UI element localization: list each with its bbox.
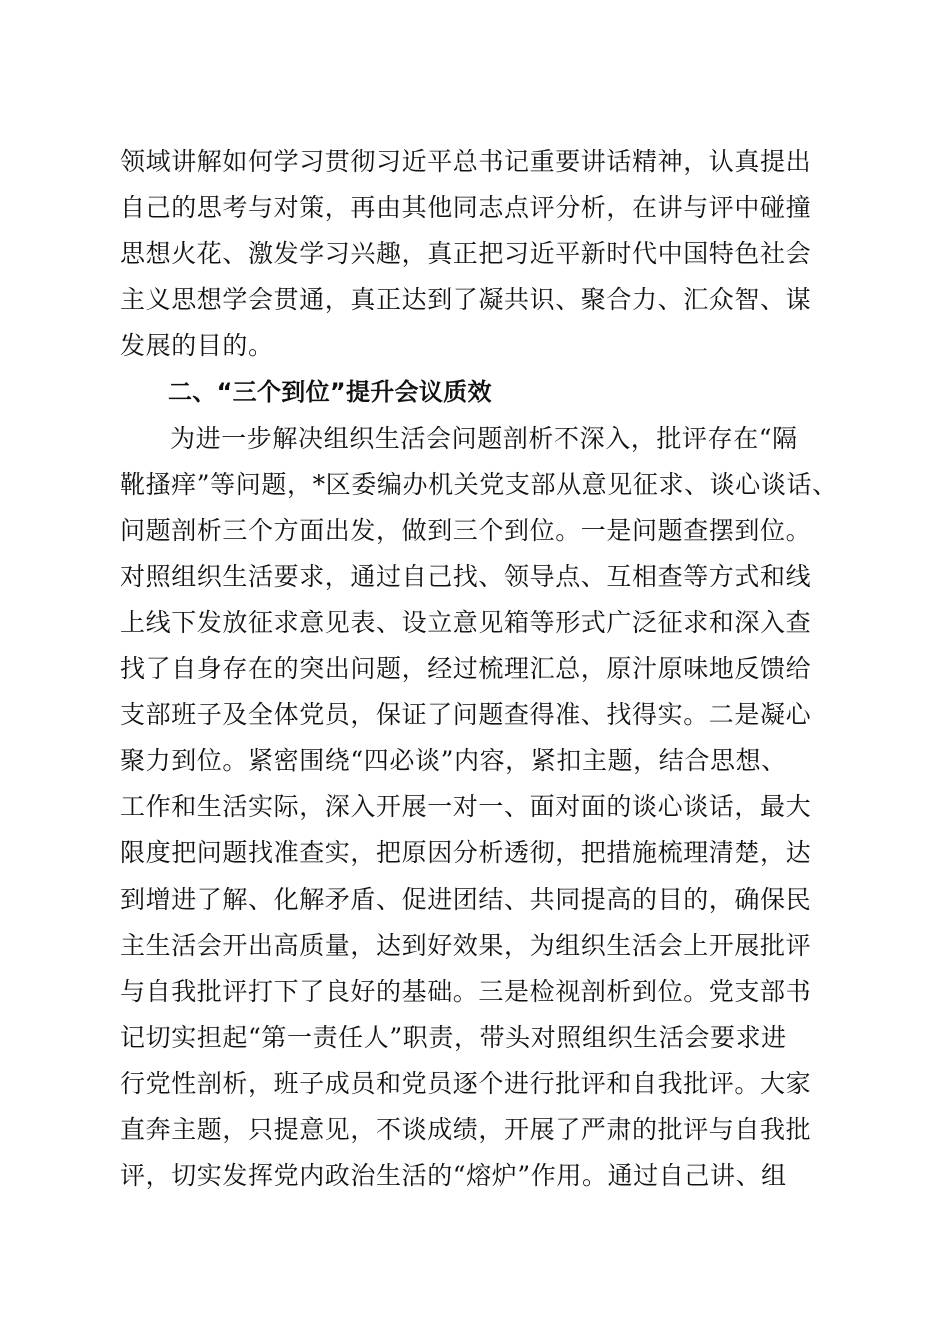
body-line: 与自我批评打下了良好的基础。三是检视剖析到位。党支部书 — [120, 976, 812, 1006]
body-line: 主生活会开出高质量，达到好效果，为组织生活会上开展批评 — [120, 930, 812, 960]
body-line: 发展的目的。 — [120, 331, 274, 361]
paragraph-first-line: 为进一步解决组织生活会问题剖析不深入，批评存在“隔 — [170, 423, 798, 453]
section-heading: 二、“三个到位”提升会议质效 — [168, 378, 492, 407]
body-line: 直奔主题，只提意见，不谈成绩，开展了严肃的批评与自我批 — [120, 1114, 812, 1144]
body-line: 工作和生活实际，深入开展一对一、面对面的谈心谈话，最大 — [120, 792, 812, 822]
body-line: 领域讲解如何学习贯彻习近平总书记重要讲话精神，认真提出 — [120, 147, 812, 176]
body-line: 主义思想学会贯通，真正达到了凝共识、聚合力、汇众智、谋 — [120, 285, 812, 315]
body-line: 上线下发放征求意见表、设立意见箱等形式广泛征求和深入查 — [120, 607, 812, 637]
body-line: 找了自身存在的突出问题，经过梳理汇总，原汁原味地反馈给 — [120, 654, 812, 684]
body-line: 聚力到位。紧密围绕“四必谈”内容，紧扣主题，结合思想、 — [120, 746, 787, 776]
body-line: 对照组织生活要求，通过自己找、领导点、互相查等方式和线 — [120, 561, 812, 591]
body-line: 支部班子及全体党员，保证了问题查得准、找得实。二是凝心 — [120, 700, 812, 730]
body-line: 记切实担起“第一责任人”职责，带头对照组织生活会要求进 — [120, 1022, 787, 1052]
body-line: 思想火花、激发学习兴趣，真正把习近平新时代中国特色社会 — [120, 239, 812, 269]
body-line: 行党性剖析，班子成员和党员逐个进行批评和自我批评。大家 — [120, 1068, 812, 1098]
body-line: 评，切实发挥党内政治生活的“熔炉”作用。通过自己讲、组 — [120, 1161, 787, 1191]
body-line: 问题剖析三个方面出发，做到三个到位。一是问题查摆到位。 — [120, 515, 812, 545]
body-line: 靴搔痒”等问题，*区委编办机关党支部从意见征求、谈心谈话、 — [120, 469, 838, 499]
document-body — [120, 139, 840, 1199]
body-line: 自己的思考与对策，再由其他同志点评分析，在讲与评中碰撞 — [120, 193, 812, 223]
body-line: 限度把问题找准查实，把原因分析透彻，把措施梳理清楚，达 — [120, 838, 812, 868]
body-line: 到增进了解、化解矛盾、促进团结、共同提高的目的，确保民 — [120, 884, 812, 914]
